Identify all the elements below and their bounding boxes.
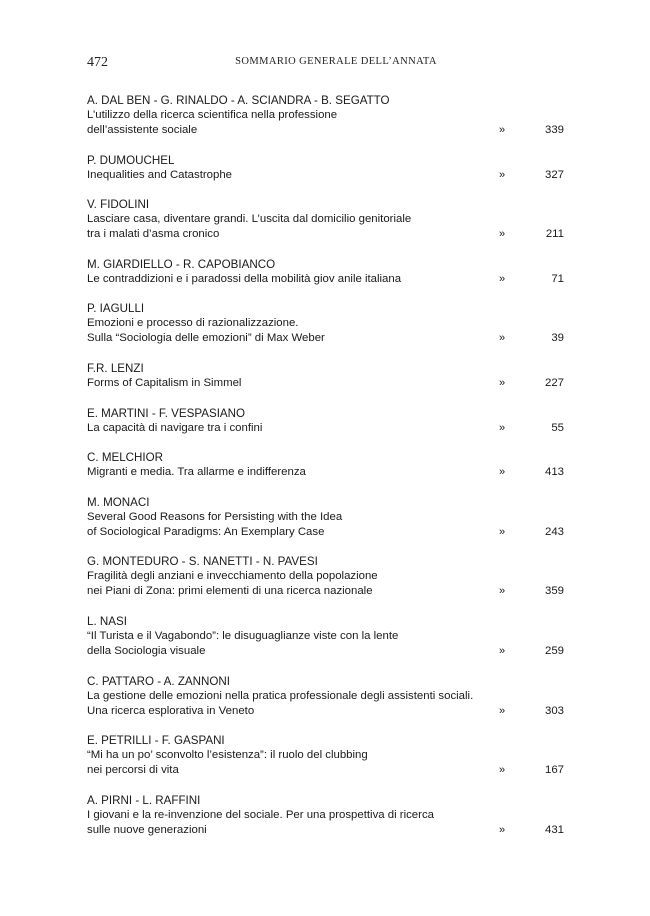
entry-title-line [87,123,567,138]
entry-title-text: Sulla “Sociologia delle emozioni” di Max Weber [87,332,325,345]
entry-title-line [87,748,567,763]
entry-page-number: 227 [544,376,564,389]
entry-title-text: Lasciare casa, diventare grandi. L’uscita dal domicilio genitoriale [87,213,412,226]
toc-entry [87,301,567,346]
ditto-marker: » [499,376,506,389]
entry-title-text: nei Piani di Zona: primi elementi di una ricerca nazionale [87,585,373,598]
entry-authors: P. DUMOUCHEL [87,153,175,167]
toc-entry [87,93,567,138]
entry-authors: C. MELCHIOR [87,451,164,465]
entry-title-text: L’utilizzo della ricerca scientifica nella professione [87,109,338,121]
toc-entry [87,614,567,659]
ditto-marker: » [499,466,506,479]
entry-authors: C. PATTARO - A. ZANNONI [87,674,230,688]
ditto-marker: » [499,823,506,836]
entry-title-line [87,569,567,584]
toc-entry [87,197,567,242]
page-header [0,0,650,80]
entry-title-line [87,510,567,525]
entry-title-line [87,376,567,391]
entry-title-text: Le contraddizioni e i paradossi della mobilità giov anile italiana [87,272,402,285]
entry-title-line [87,525,567,540]
ditto-marker: » [499,644,506,657]
entry-title-text: Inequalities and Catastrophe [87,168,233,181]
toc-entry [87,257,567,287]
entry-title-line [87,227,567,242]
toc-entry [87,406,567,436]
entry-title-text: of Sociological Paradigms: An Exemplary Case [87,525,325,538]
entry-authors: E. PETRILLI - F. GASPANI [87,734,225,748]
entry-authors: L. NASI [87,614,127,628]
toc-entry [87,793,567,838]
ditto-marker: » [499,332,506,345]
entry-title-text: Several Good Reasons for Persisting with the Idea [87,510,343,523]
entry-title-line [87,421,567,436]
entry-page-number: 39 [551,332,564,345]
entry-title-text: della Sociologia visuale [87,644,206,657]
entry-title-text: nei percorsi di vita [87,764,179,777]
entry-title-line [87,808,567,823]
toc-entry [87,153,567,183]
entry-page-number: 339 [544,124,564,136]
entry-page-number: 359 [544,585,564,598]
entry-authors: F.R. LENZI [87,361,144,375]
entry-title-line [87,331,567,346]
entry-title-line [87,704,567,719]
entry-title-line [87,584,567,599]
ditto-marker: » [499,228,506,241]
entry-title-line [87,763,567,778]
entry-title-text: Fragilità degli anziani e invecchiamento della popolazione [87,570,378,583]
entry-title-line [87,272,567,287]
ditto-marker: » [499,272,506,285]
entry-title-text: tra i malati d’asma cronico [87,228,220,241]
entry-title-text: dell’assistente sociale [87,124,198,136]
entry-authors: A. PIRNI - L. RAFFINI [87,793,201,807]
entry-page-number: 167 [544,764,564,777]
entry-title-text: La gestione delle emozioni nella pratica professionale degli assistenti sociali. [87,689,474,702]
ditto-marker: » [499,124,506,136]
entry-title-text: La capacità di navigare tra i confini [87,421,263,434]
entry-title-line [87,644,567,659]
entry-title-text: sulle nuove generazioni [87,823,207,836]
entry-title-line [87,689,567,704]
entry-title-line [87,212,567,227]
entry-title-text: “Il Turista e il Vagabondo”: le disuguaglianze viste con la lente [87,629,399,642]
entry-title-line [87,465,567,480]
entry-title-text: Forms of Capitalism in Simmel [87,376,242,389]
entry-authors: E. MARTINI - F. VESPASIANO [87,406,246,420]
ditto-marker: » [499,704,506,717]
toc-entry [87,495,567,540]
ditto-marker: » [499,421,506,434]
entry-title-line [87,168,567,183]
entry-authors: A. DAL BEN - G. RINALDO - A. SCIANDRA - B. SEGATTO [87,94,390,107]
ditto-marker: » [499,525,506,538]
entry-authors: G. MONTEDURO - S. NANETTI - N. PAVESI [87,555,318,569]
ditto-marker: » [499,764,506,777]
entry-title-text: Una ricerca esplorativa in Veneto [87,704,255,717]
entry-title-line [87,629,567,644]
entry-page-number: 259 [544,644,564,657]
toc-entry [87,733,567,778]
entry-page-number: 327 [544,168,564,181]
entry-title-line [87,108,567,123]
entry-page-number: 243 [544,525,564,538]
entry-page-number: 55 [551,421,564,434]
entry-title-text: Migranti e media. Tra allarme e indifferenza [87,466,306,479]
entry-title-line [87,316,567,331]
entry-title-line [87,823,567,838]
entry-title-text: “Mi ha un po’ sconvolto l’esistenza”: il ruolo del clubbing [87,749,368,762]
entry-authors: M. MONACI [87,495,150,509]
entry-page-number: 431 [544,823,564,836]
toc-entry [87,361,567,391]
entry-page-number: 71 [551,272,564,285]
entry-page-number: 413 [544,466,564,479]
ditto-marker: » [499,585,506,598]
entry-authors: P. IAGULLI [87,302,145,316]
page-number: 472 [87,55,108,70]
entry-authors: V. FIDOLINI [87,198,150,212]
entry-title-text: Emozioni e processo di razionalizzazione. [87,317,299,330]
entry-page-number: 211 [545,228,564,241]
entry-authors: M. GIARDIELLO - R. CAPOBIANCO [87,257,276,271]
table-of-contents [87,93,567,852]
running-title: SOMMARIO GENERALE DELL’ANNATA [235,56,437,67]
toc-entry [87,450,567,480]
entry-page-number: 303 [544,704,564,717]
ditto-marker: » [499,168,506,181]
entry-title-text: I giovani e la re-invenzione del sociale. Per una prospettiva di ricerca [87,808,434,821]
toc-entry [87,554,567,599]
toc-entry [87,674,567,719]
